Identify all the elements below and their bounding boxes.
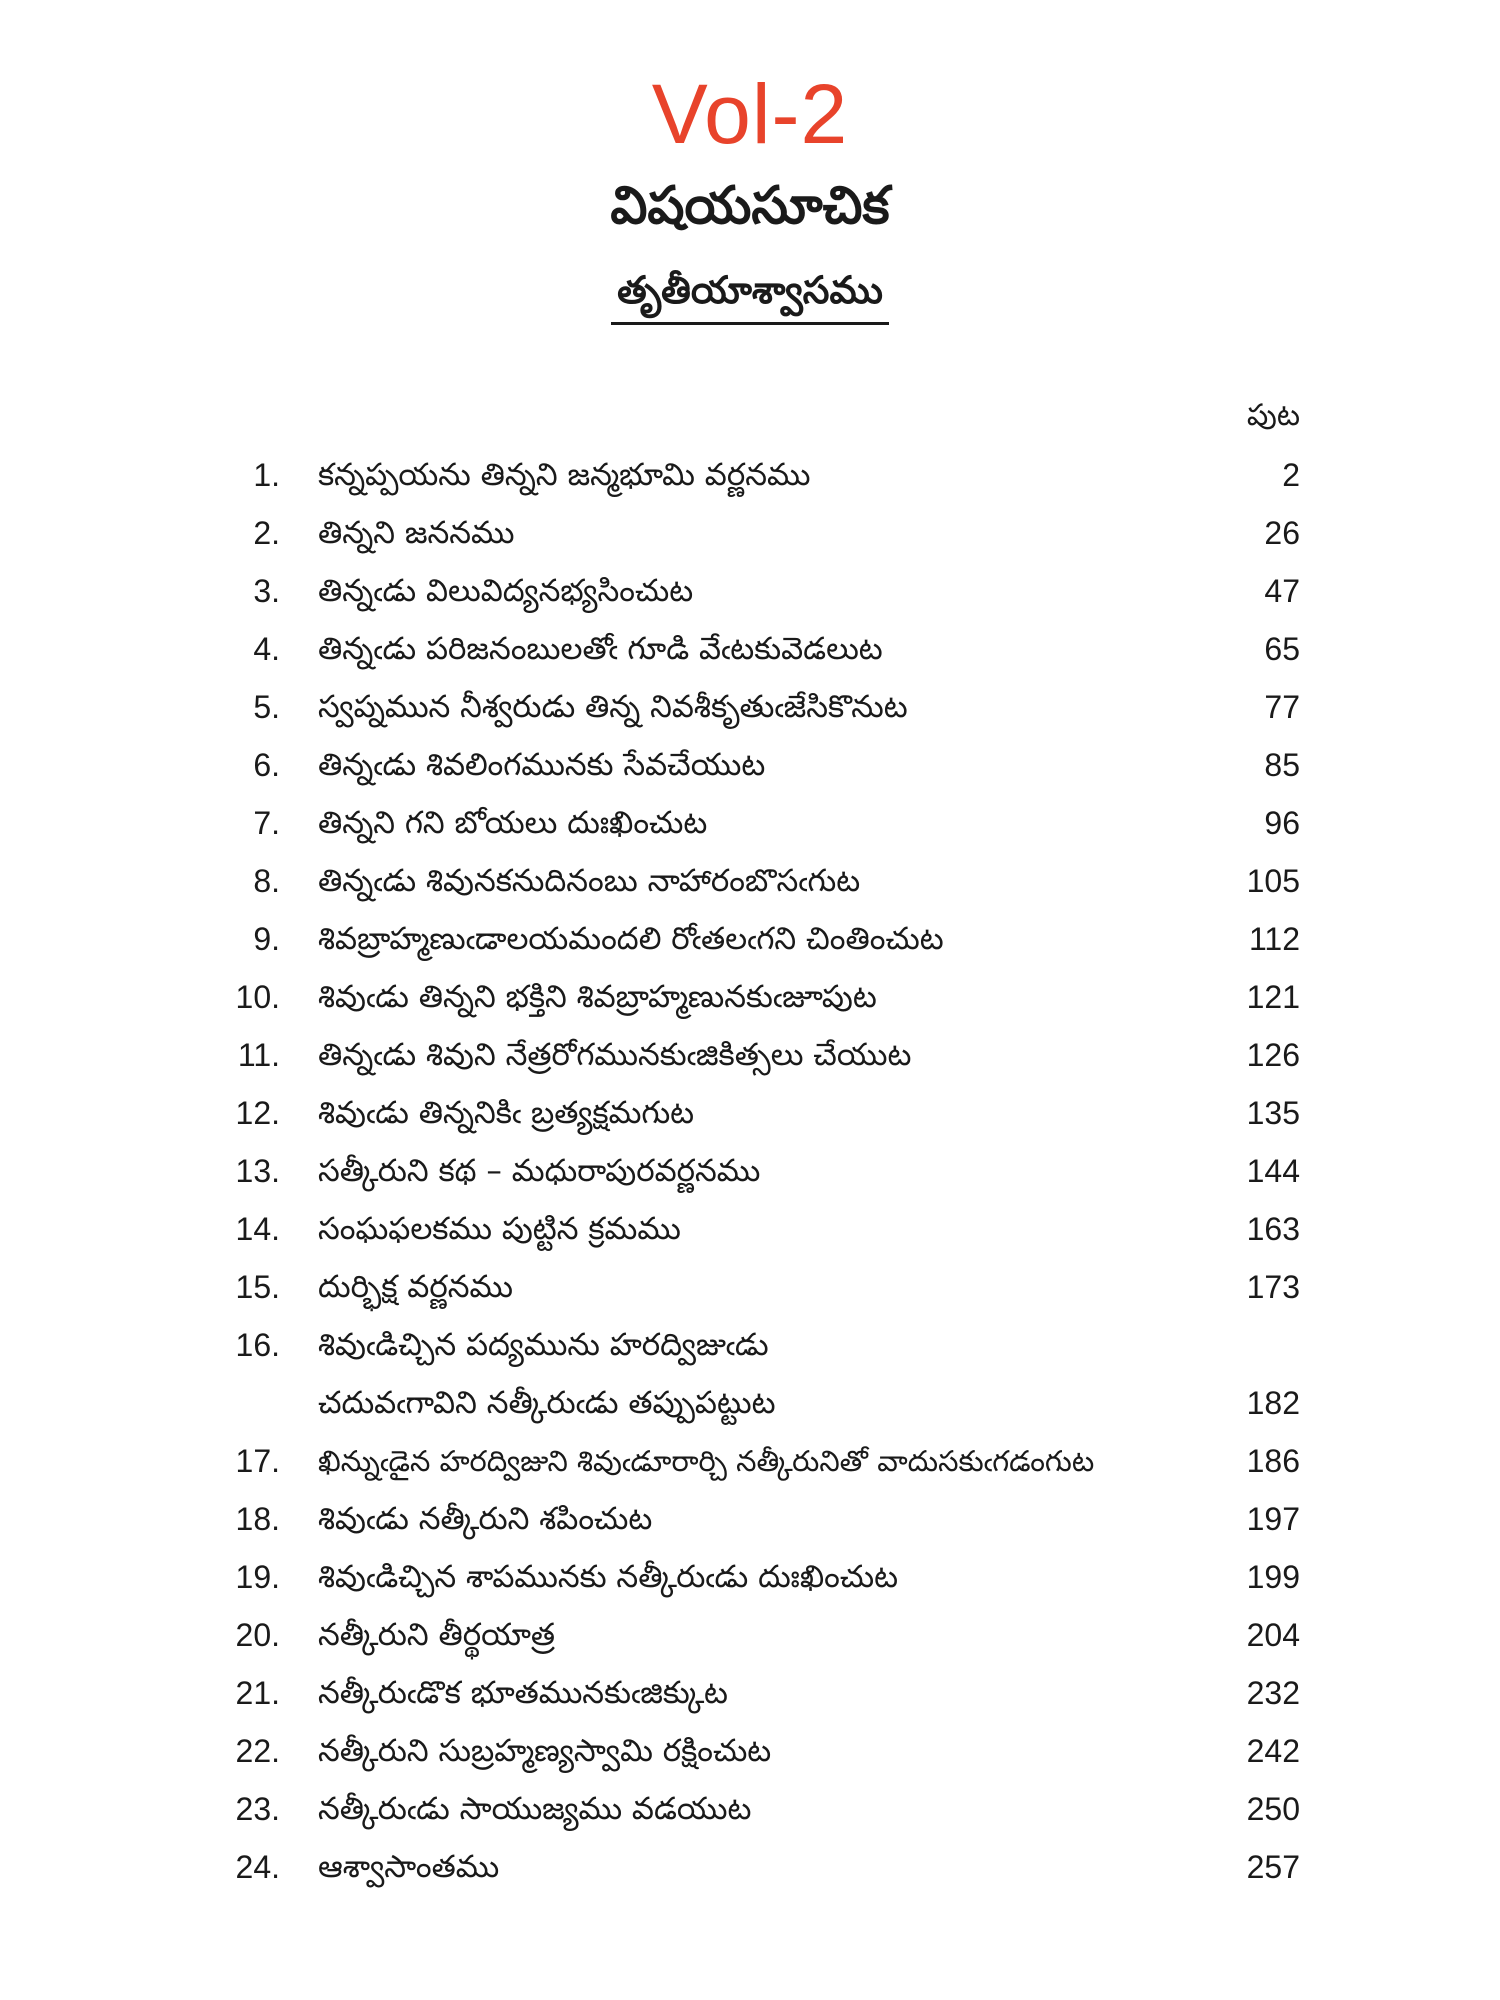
toc-row [0,972,1500,1022]
toc-row [0,1842,1500,1892]
toc-number: 8. [253,863,280,899]
toc-page: 47 [1264,573,1300,609]
toc-number: 17. [235,1443,280,1479]
toc-row [0,1726,1500,1776]
toc-number: 7. [253,805,280,841]
toc-title: నత్కీరుని తీర్థయాత్ర [318,1617,556,1653]
toc-title: సంఘఫలకము పుట్టిన క్రమము [318,1211,681,1247]
toc-number: 4. [253,631,280,667]
toc-number: 22. [235,1733,280,1769]
toc-page: 204 [1246,1617,1300,1653]
volume-label: Vol-2 [651,67,849,161]
toc-title: శివుఁడు తిన్ననికిఁ బ్రత్యక్షమగుట [318,1095,695,1131]
toc-number: 18. [235,1501,280,1537]
toc-page: 112 [1248,921,1300,957]
toc-number: 6. [253,747,280,783]
toc-page: 163 [1246,1211,1300,1247]
section-heading-wrap [0,270,1500,325]
toc-title: శివబ్రాహ్మణుఁడాలయమందలి రోఁతలఁగని చింతించుట [318,921,944,957]
toc-page: 173 [1246,1269,1300,1305]
toc-row [0,1088,1500,1138]
toc-title: శివుఁడిచ్చిన శాపమునకు నత్కీరుఁడు దుఃఖించుట [318,1559,899,1595]
toc-page: 182 [1246,1385,1300,1421]
toc-title: దుర్భిక్ష వర్ణనము [318,1269,513,1305]
toc-page: 242 [1246,1733,1300,1769]
toc-title: ఖిన్నుఁడైన హరద్విజుని శివుఁడూరార్చి నత్కీరునితో వాదుసకుఁగడంగుట [318,1444,1095,1478]
toc-number: 9. [253,921,280,957]
toc-title: ఆశ్వాసాంతము [318,1849,500,1885]
toc-number: 20. [235,1617,280,1653]
page-column-label: పుట [1246,398,1300,433]
toc-row [0,1552,1500,1602]
toc-row-continuation [0,1378,1500,1428]
toc-title: నత్కీరుఁడు సాయుజ్యము వడయుట [318,1791,752,1827]
toc-title: శివుఁడు నత్కీరుని శపించుట [318,1501,653,1537]
toc-row [0,1494,1500,1544]
toc-title: చదువఁగావిని నత్కీరుఁడు తప్పుపట్టుట [318,1385,776,1421]
toc-title: తిన్నఁడు విలువిద్యనభ్యసించుట [318,573,694,609]
toc-number: 3. [253,573,280,609]
toc-number: 23. [235,1791,280,1827]
toc-row [0,1262,1500,1312]
toc-title: తిన్నఁడు శివుని నేత్రరోగమునకుఁజికిత్సలు చేయుట [318,1037,912,1073]
toc-title: కన్నప్పయను తిన్నని జన్మభూమి వర్ణనము [318,457,811,493]
toc-row [0,1610,1500,1660]
toc-title: తిన్నఁడు శివలింగమునకు సేవచేయుట [318,747,766,783]
toc-title: నత్కీరుఁడొక భూతమునకుఁజిక్కుట [318,1675,728,1711]
toc-page: 96 [1264,805,1300,841]
toc-number: 24. [235,1849,280,1885]
toc-page: 77 [1264,689,1300,725]
toc-page: 135 [1246,1095,1300,1131]
toc-row [0,1030,1500,1080]
toc-row [0,508,1500,558]
toc-page: 144 [1246,1153,1300,1189]
toc-row [0,624,1500,674]
toc-title: శివుఁడు తిన్నని భక్తిని శివబ్రాహ్మణునకుఁజూపుట [318,979,877,1015]
toc-page: 250 [1246,1791,1300,1827]
toc-row [0,1146,1500,1196]
toc-number: 11. [237,1037,280,1073]
toc-number: 10. [235,979,280,1015]
toc-row [0,1204,1500,1254]
toc-page: 186 [1246,1443,1300,1479]
toc-number: 2. [253,515,280,551]
toc-title: తిన్నఁడు శివునకనుదినంబు నాహారంబొసఁగుట [318,863,861,899]
toc-row [0,740,1500,790]
toc-row [0,1668,1500,1718]
toc-row [0,1784,1500,1834]
toc-title: తిన్నని గని బోయలు దుఃఖించుట [318,805,708,841]
toc-title: శివుఁడిచ్చిన పద్యమును హరద్విజుఁడు [318,1327,769,1363]
toc-row [0,914,1500,964]
toc-page: 232 [1246,1675,1300,1711]
toc-number: 1. [253,457,280,493]
toc-page: 65 [1264,631,1300,667]
toc-page: 105 [1246,863,1300,899]
toc-number: 19. [235,1559,280,1595]
toc-page: 26 [1264,515,1300,551]
toc-number: 21. [235,1675,280,1711]
section-heading: తృతీయాశ్వాసము [611,270,889,325]
toc-title: సత్కీరుని కథ – మధురాపురవర్ణనము [318,1153,761,1189]
toc-row [0,682,1500,732]
page-title: విషయసూచిక [610,176,890,236]
toc-title: తిన్నఁడు పరిజనంబులతోఁ గూడి వేఁటకువెడలుట [318,631,883,667]
toc-number: 14. [235,1211,280,1247]
toc-number: 13. [235,1153,280,1189]
toc-title: తిన్నని జననము [318,515,515,551]
toc-row [0,856,1500,906]
toc-page: 2 [1282,457,1300,493]
toc-title: నత్కీరుని సుబ్రహ్మణ్యస్వామి రక్షించుట [318,1733,772,1769]
toc-row [0,798,1500,848]
toc-number: 12. [235,1095,280,1131]
toc-row [0,1436,1500,1486]
toc-number: 15. [235,1269,280,1305]
toc-title: స్వప్నమున నీశ్వరుడు తిన్న నివశీకృతుఁజేసికొనుట [318,689,908,725]
toc-row [0,566,1500,616]
toc-page: 85 [1264,747,1300,783]
toc-number: 16. [235,1327,280,1363]
toc-row [0,450,1500,500]
toc-row [0,1320,1500,1370]
toc-page: 126 [1246,1037,1300,1073]
toc-page: 197 [1246,1501,1300,1537]
toc-page: 199 [1246,1559,1300,1595]
toc-page: 257 [1246,1849,1300,1885]
toc-number: 5. [253,689,280,725]
toc-page: 121 [1246,979,1300,1015]
